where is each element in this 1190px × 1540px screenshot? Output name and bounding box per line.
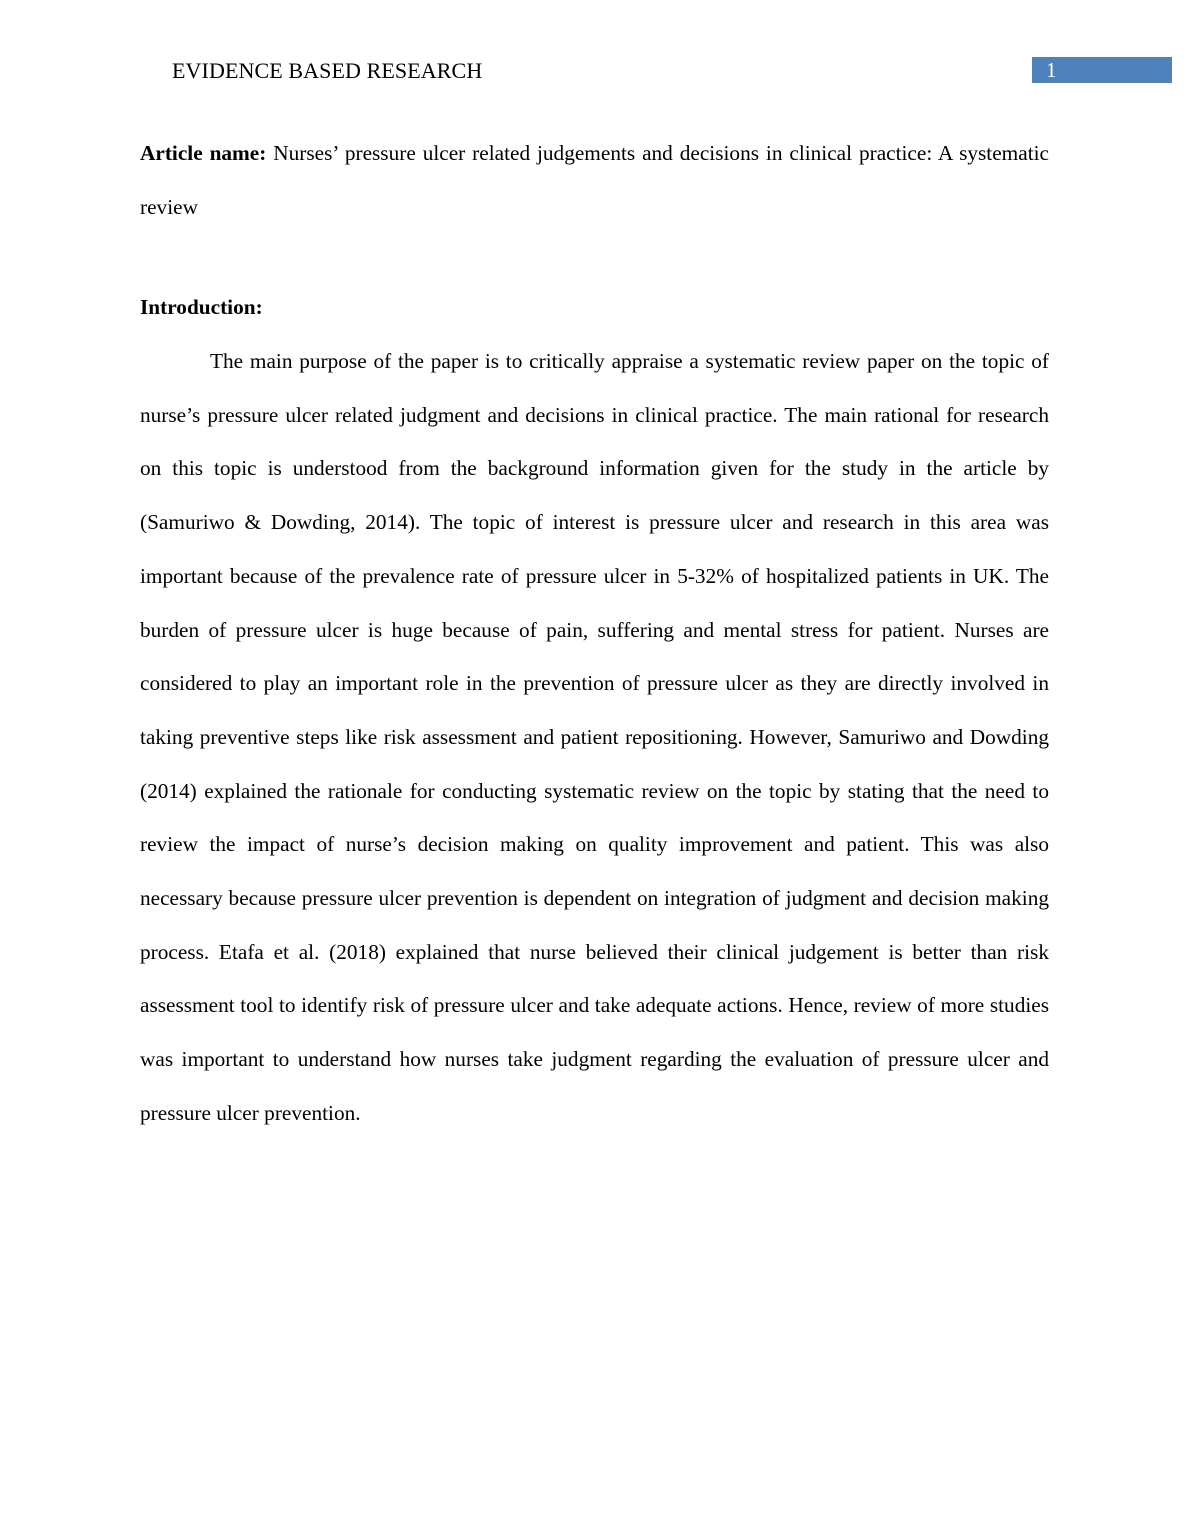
article-name-label: Article name: <box>140 141 267 165</box>
article-name-line <box>140 127 1049 234</box>
running-head: EVIDENCE BASED RESEARCH <box>172 58 483 83</box>
article-title: Nurses’ pressure ulcer related judgements and decisions in clinical practice: A systematic review <box>140 141 1049 219</box>
page-number: 1 <box>1032 57 1172 83</box>
introduction-heading: Introduction: <box>140 295 263 319</box>
introduction-paragraph: The main purpose of the paper is to critically appraise a systematic review paper on the topic of nurse’s pressure ulcer related judgment and decisions in clinical practice. The main rational for research on this topic is understood from the background information given for the study in the article by (Samuriwo & Dowding, 2014). The topic of interest is pressure ulcer and research in this area was important because of the prevalence rate of pressure ulcer in 5-32% of hospitalized patients in UK. The burden of pressure ulcer is huge because of pain, suffering and mental stress for patient. Nurses are considered to play an important role in the prevention of pressure ulcer as they are directly involved in taking preventive steps like risk assessment and patient repositioning. However, Samuriwo and Dowding (2014) explained the rationale for conducting systematic review on the topic by stating that the need to review the impact of nurse’s decision making on quality improvement and patient. This was also necessary because pressure ulcer prevention is dependent on integration of judgment and decision making process. Etafa et al. (2018) explained that nurse believed their clinical judgement is better than risk assessment tool to identify risk of pressure ulcer and take adequate actions. Hence, review of more studies was important to understand how nurses take judgment regarding the evaluation of pressure ulcer and pressure ulcer prevention. <box>140 349 1049 1125</box>
